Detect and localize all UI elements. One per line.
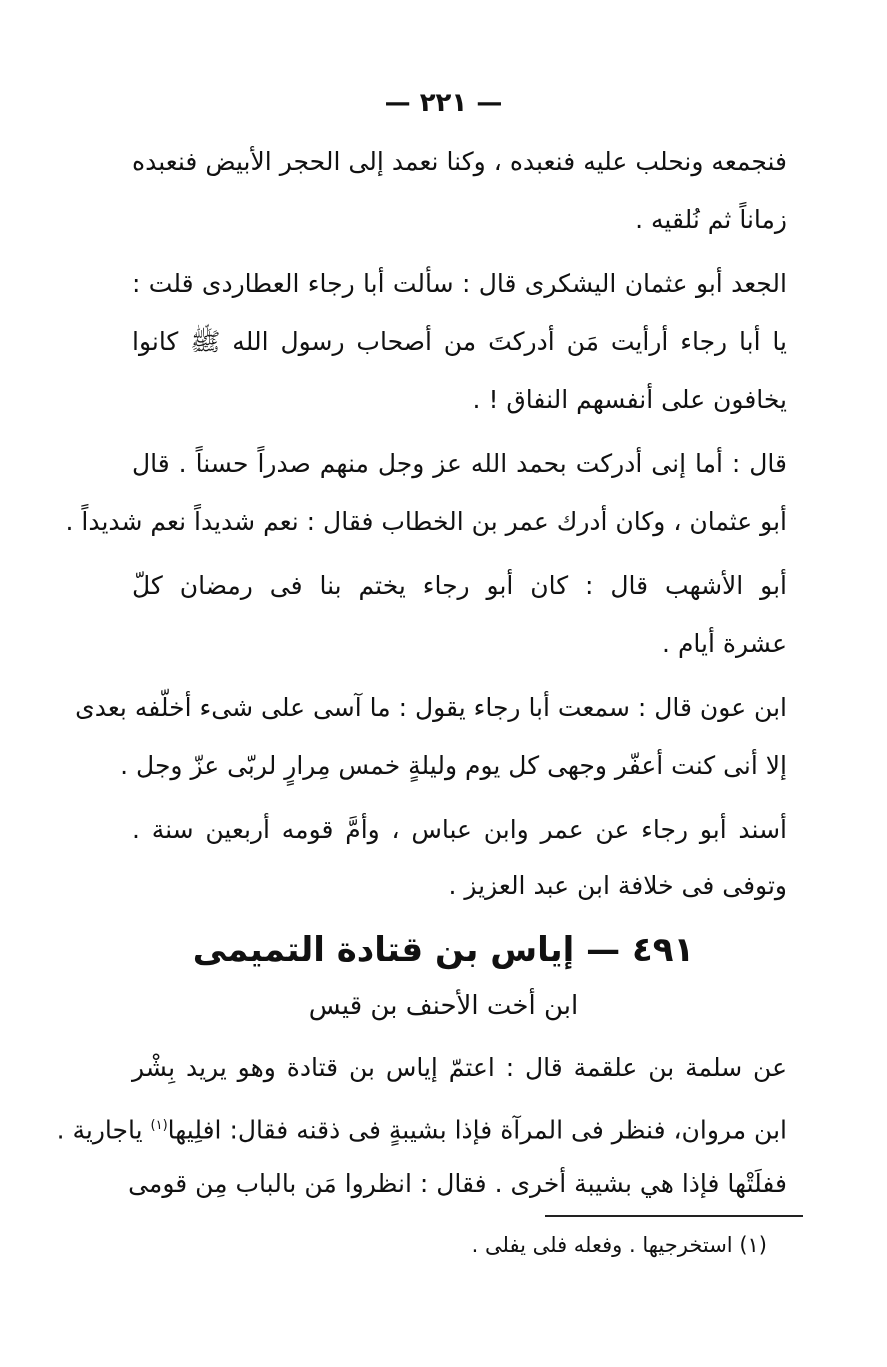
text-line-11: إلا أنى كنت أعفّر وجهى كل يوم وليلةٍ خمس مِرارٍ لربّى عزّ وجل . bbox=[120, 751, 787, 780]
text-line-5: يخافون على أنفسهم النفاق ! . bbox=[472, 385, 787, 414]
text-line-7: أبو عثمان ، وكان أدرك عمر بن الخطاب فقال : نعم شديداً نعم شديداً . bbox=[65, 507, 787, 536]
text-line-9: عشرة أيام . bbox=[662, 629, 787, 658]
text-line-1: فنجمعه ونحلب عليه فنعبده ، وكنا نعمد إلى الحجر الأبيض فنعبده bbox=[132, 147, 787, 176]
text-line-15-end: ياجارية . bbox=[56, 1115, 143, 1145]
text-line-16: ففلَتْها فإذا هي بشيبة أخرى . فقال : انظروا مَن بالباب مِن قومى bbox=[128, 1169, 787, 1198]
text-line-12: أسند أبو رجاء عن عمر وابن عباس ، وأمَّ قومه أربعين سنة . bbox=[132, 815, 787, 844]
footnote-divider bbox=[545, 1215, 803, 1217]
footnote-marker: (١) bbox=[150, 1118, 168, 1133]
text-line-6: قال : أما إنى أدركت بحمد الله عز وجل منهم صدراً حسناً . قال bbox=[132, 449, 787, 478]
footnote: (١) استخرجيها . وفعله فلى يفلى . bbox=[471, 1233, 767, 1257]
text-line-4: يا أبا رجاء أرأيت مَن أدركتَ من أصحاب رسول الله ﷺ كانوا bbox=[132, 327, 787, 356]
text-line-10: ابن عون قال : سمعت أبا رجاء يقول : ما آسى على شىء أخلّفه بعدى bbox=[75, 693, 787, 722]
text-line-14: عن سلمة بن علقمة قال : اعتمّ إياس بن قتادة وهو يريد بِشْر bbox=[132, 1053, 787, 1082]
text-line-15 bbox=[56, 1106, 787, 1150]
text-line-3: الجعد أبو عثمان اليشكرى قال : سألت أبا رجاء العطاردى قلت : bbox=[132, 269, 787, 298]
entry-heading: ٤٩١ — إياس بن قتادة التميمى bbox=[192, 930, 695, 970]
text-line-13: وتوفى فى خلافة ابن عبد العزيز . bbox=[448, 871, 787, 900]
text-line-8: أبو الأشهب قال : كان أبو رجاء يختم بنا فى رمضان كلّ bbox=[132, 571, 787, 600]
entry-subheading: ابن أخت الأحنف بن قيس bbox=[308, 991, 579, 1021]
text-line-15-text: ابن مروان، فنظر فى المرآة فإذا بشيبةٍ فى ذقنه فقال: افلِيها bbox=[167, 1115, 787, 1145]
text-line-2: زماناً ثم نُلقيه . bbox=[635, 205, 787, 234]
page-number: — ٢٢١ — bbox=[384, 88, 503, 118]
